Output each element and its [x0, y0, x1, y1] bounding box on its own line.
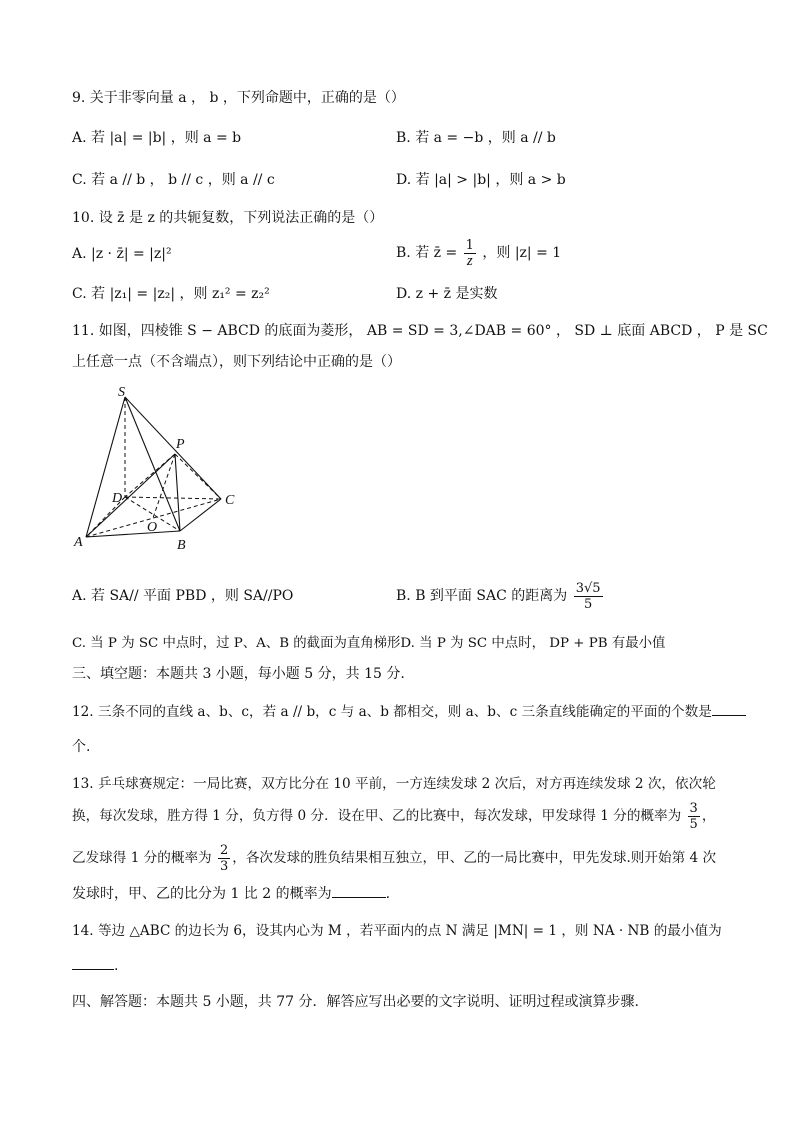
q12-text: 12. 三条不同的直线 a、b、c，若 a // b，c 与 a、b 都相交，则 a、b、c 三条直线能确定的平面的个数是 [72, 704, 712, 720]
q10-option-a: A. |z · z̄| = |z|² [72, 246, 172, 262]
edge-sc [125, 397, 221, 499]
q13-line4 [72, 884, 390, 904]
q13-fraction-3-5 [688, 801, 700, 832]
q10-option-b [396, 235, 561, 271]
q13-fraction-2-3 [218, 843, 230, 874]
q13-line2-text: 换，每次发球，胜方得 1 分，负方得 0 分．设在甲、乙的比赛中，每次发球，甲发球得 1 分的概率为 [72, 808, 682, 824]
q10-option-d: D. z + z̄ 是实数 [396, 286, 498, 302]
q12-line1 [72, 702, 746, 722]
q10-option-c: C. 若 |z₁| = |z₂| ，则 z₁² = z₂² [72, 286, 270, 302]
q9-option-c: C. 若 a // b ， b // c ，则 a // c [72, 172, 275, 188]
q13-fraction-3-5-denominator: 5 [689, 817, 698, 832]
q12-line2: 个. [72, 739, 91, 755]
q10-option-b-numerator: 1 [465, 237, 474, 253]
q11-option-b [396, 576, 605, 616]
q13-fraction-2-3-numerator: 2 [219, 843, 229, 858]
q9-stem: 9. 关于非零向量 a ， b ，下列命题中，正确的是（） [72, 90, 405, 106]
q11-option-b-denominator: 5 [583, 596, 593, 612]
edge-bc [180, 499, 221, 531]
q14-answer-blank [72, 969, 114, 970]
edge-dc [125, 497, 221, 499]
q11-option-b-prefix: B. B 到平面 SAC 的距离为 [396, 588, 568, 604]
section-4-heading: 四、解答题：本题共 5 小题，共 77 分．解答应写出必要的文字说明、证明过程或演算步骤. [72, 994, 639, 1010]
q10-option-b-suffix: ，则 |z| = 1 [482, 245, 562, 261]
label-d: D [112, 491, 123, 506]
q13-line3 [72, 838, 716, 878]
q13-line2-comma: ， [701, 808, 716, 824]
label-p: P [176, 437, 185, 452]
q9-option-a: A. 若 |a| = |b| ，则 a = b [72, 130, 242, 146]
edge-ab [86, 531, 180, 537]
edge-sa [86, 397, 125, 537]
q12-answer-blank [712, 715, 746, 716]
q13-fraction-3-5-numerator: 3 [689, 801, 698, 816]
q13-line2 [72, 796, 715, 836]
q11-stem-line2: 上任意一点（不含端点），则下列结论中正确的是（） [72, 354, 401, 370]
section-3-heading: 三、填空题：本题共 3 小题，每小题 5 分，共 15 分. [72, 666, 405, 682]
label-a: A [74, 535, 83, 550]
segment-pa [86, 454, 175, 537]
label-o: O [147, 520, 158, 535]
q13-line1: 13. 乒乓球赛规定：一局比赛，双方比分在 10 平前，一方连续发球 2 次后，对方再连续发球 2 次，依次轮 [72, 776, 716, 792]
q9-option-b: B. 若 a = −b ，则 a // b [396, 130, 556, 146]
label-b: B [177, 538, 186, 553]
q13-line4-period: . [385, 886, 391, 902]
q10-option-b-fraction [464, 238, 476, 269]
q11-option-b-fraction [574, 581, 603, 612]
q11-options-cd: C. 当 P 为 SC 中点时，过 P、A、B 的截面为直角梯形D. 当 P 为 SC 中点时， DP + PB 有最小值 [72, 636, 666, 651]
label-s: S [118, 385, 125, 400]
q11-option-a: A. 若 SA// 平面 PBD ，则 SA//PO [72, 588, 294, 604]
pyramid-figure [70, 384, 250, 556]
q14-line1: 14. 等边 △ABC 的边长为 6，设其内心为 M ，若平面内的点 N 满足 |MN| = 1 ，则 NA · NB 的最小值为 [72, 923, 722, 939]
q14-line2-period: . [114, 958, 119, 974]
q13-fraction-2-3-denominator: 3 [219, 859, 229, 874]
q9-option-d: D. 若 |a| > |b| ，则 a > b [396, 172, 566, 188]
q10-option-b-prefix: B. 若 z̄ = [396, 245, 458, 261]
q13-line3-prefix: 乙发球得 1 分的概率为 [72, 850, 212, 866]
q14-line2 [72, 956, 118, 976]
label-c: C [225, 493, 235, 508]
q13-answer-blank [332, 897, 386, 898]
q11-option-b-numerator: 3√5 [575, 580, 601, 596]
q13-line3-suffix: ，各次发球的胜负结果相互独立，甲、乙的一局比赛中，甲先发球.则开始第 4 次 [232, 850, 717, 866]
q10-option-b-denominator: z [466, 252, 473, 269]
q10-stem: 10. 设 z̄ 是 z 的共轭复数，下列说法正确的是（） [72, 210, 384, 226]
q11-stem-line1: 11. 如图，四棱锥 S − ABCD 的底面为菱形， AB = SD = 3,∠DAB = 60° ， SD ⊥ 底面 ABCD ， P 是 SC [72, 323, 768, 339]
q13-line4-text: 发球时，甲、乙的比分为 1 比 2 的概率为 [72, 886, 332, 902]
